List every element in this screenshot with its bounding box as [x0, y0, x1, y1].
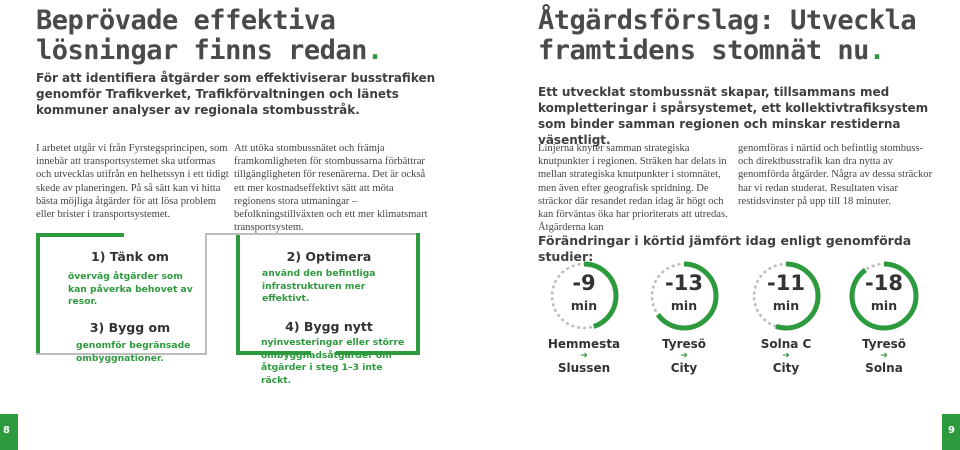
right-heading-line2: framtidens stomnät nu: [538, 35, 869, 66]
step-3-text: genomför begränsade ombyggnationer.: [76, 340, 191, 364]
right-page: [480, 0, 960, 450]
gauge-value: -9: [572, 271, 596, 295]
step-2-title: 2) Optimera: [286, 249, 372, 264]
route-from: Tyresö: [661, 337, 707, 351]
frame-line: [36, 233, 40, 353]
frame-line: [416, 233, 420, 355]
frame-line: [236, 233, 420, 235]
chart-subheading: Förändringar i körtid jämfört idag enligt genomförda studier:: [538, 233, 912, 264]
right-heading: [538, 6, 916, 66]
route-label: [834, 337, 934, 375]
left-heading-line1: Beprövade effektiva: [36, 5, 336, 36]
frame-line: [236, 233, 240, 353]
route-to: Slussen: [557, 361, 611, 375]
frame-line: [206, 233, 236, 235]
route-from: Solna C: [760, 337, 812, 351]
gauge-unit: min: [670, 298, 698, 313]
route-from: Tyresö: [861, 337, 907, 351]
route-label: [736, 337, 836, 375]
gauge-unit: min: [772, 298, 800, 313]
left-heading-dot: .: [366, 35, 383, 66]
right-body-col2: genomföras i närtid och befintlig stombuss- och direktbusstrafik kan dra nytta av genomförda åtgärder. Några av dessa sträckor har vi redan studerat. Resultaten visar restidsvinster på upp till 18 minuter.: [738, 143, 933, 207]
step-4-title: 4) Bygg nytt: [285, 319, 373, 334]
route-to: City: [772, 361, 800, 375]
step-1-title: 1) Tänk om: [91, 249, 169, 264]
gauge-unit: min: [870, 298, 898, 313]
left-body-col1: I arbetet utgår vi från Fyrstegsprincipen, som innebär att transportsystemet ska utformas och utvecklas utifrån en helhetssyn i ett tidigt skede av planeringen. På så sätt kan vi hitta bästa möjliga åtgärder för att lösa problem eller brister i transportsystemet.: [36, 143, 229, 221]
frame-line: [205, 233, 207, 355]
arrow-right-icon: ➜: [680, 351, 688, 361]
right-heading-dot: .: [868, 35, 885, 66]
step-4-text: nyinvesteringar eller större ombyggnadsåtgärder om åtgärder i steg 1–3 inte räckt.: [261, 337, 405, 386]
gauge-value: -11: [767, 271, 805, 295]
arrow-right-icon: ➜: [880, 351, 888, 361]
right-body-col1: Linjerna knyter samman strategiska knutpunkter i regionen. Sträken har delats in mellan strategiska knutpunkter i stomnätet, men även efter geografisk spridning. De sträckor där resandet redan idag är högt och kan förväntas öka har prioriterats att utredas. Åtgärderna kan: [538, 143, 728, 234]
left-lead: För att identifiera åtgärder som effektiviserar busstrafiken genomför Trafikverket, Trafikförvaltningen och länets kommuner analyser av regionala stombusstråk.: [36, 71, 436, 117]
route-label: [634, 337, 734, 375]
route-to: Solna: [865, 361, 903, 375]
gauge-unit: min: [570, 298, 598, 313]
page-number-left: 8: [3, 425, 10, 436]
arrow-right-icon: ➜: [580, 351, 588, 361]
gauge-value: -13: [665, 271, 703, 295]
step-3-title: 3) Bygg om: [89, 320, 171, 335]
right-heading-line1: Åtgärdsförslag: Utveckla: [538, 5, 917, 36]
right-lead: Ett utvecklat stombussnät skapar, tillsammans med kompletteringar i spårsystemet, ett kollektivtrafiksystem som binder samman regionen och minskar restiderna väsentligt.: [538, 85, 929, 147]
page-number-right: 9: [948, 425, 955, 436]
left-heading-line2: lösningar finns redan: [36, 35, 367, 66]
route-label: [534, 337, 634, 375]
route-from: Hemmesta: [547, 337, 621, 351]
left-body-col2: Att utöka stombussnätet och främja framkomligheten för stombussarna förbättrar tillgängligheten för resenärerna. Det är också ett mer kostnadseffektivt sätt att möta regionens stora utmaningar – befolkningstillväxten och ett mer klimatsmart transportsystem.: [234, 143, 428, 234]
gauge-4: [848, 260, 920, 332]
step-2-text: använd den befintliga infrastrukturen mer effektivt.: [262, 268, 376, 304]
step-1-text: överväg åtgärder som kan påverka behovet av resor.: [68, 271, 193, 307]
gauge-2: [648, 260, 720, 332]
route-to: City: [670, 361, 698, 375]
gauge-value: -18: [865, 271, 903, 295]
left-heading: [36, 6, 383, 66]
arrow-right-icon: ➜: [782, 351, 790, 361]
gauge-3: [750, 260, 822, 332]
frame-line: [36, 233, 124, 237]
gauge-1: [548, 260, 620, 332]
